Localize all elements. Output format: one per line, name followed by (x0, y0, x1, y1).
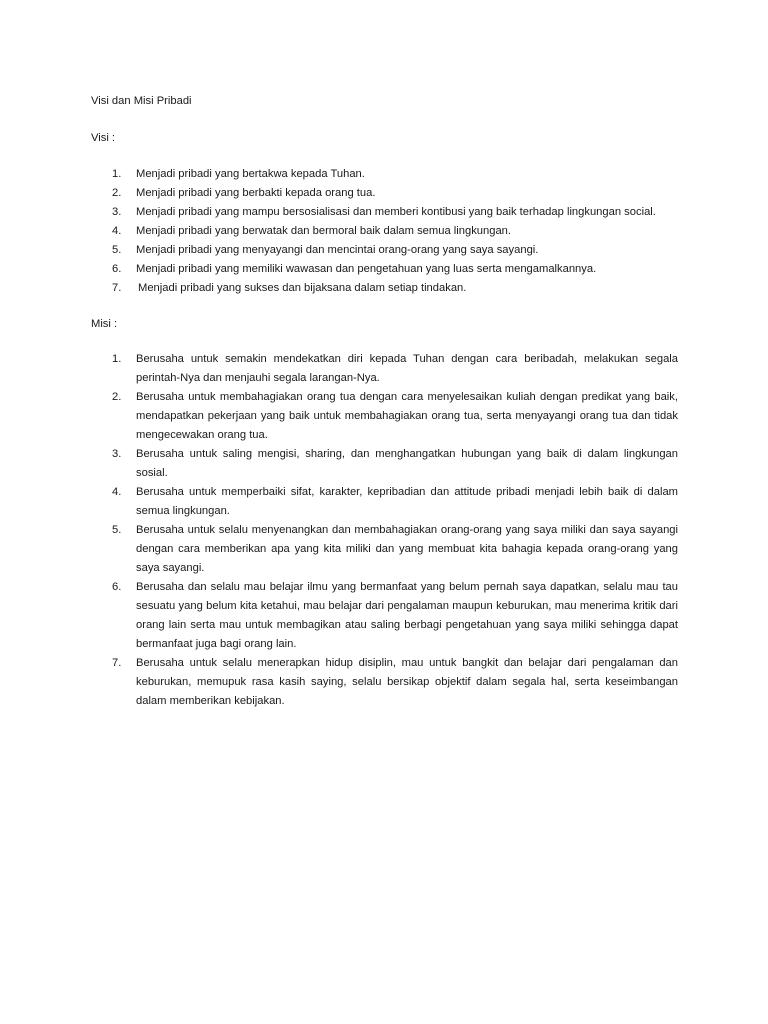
list-text: Berusaha untuk membahagiakan orang tua dengan cara menyelesaikan kuliah dengan predikat yang baik, mendapatkan pekerjaan yang baik untuk membahagiakan orang tua, serta menyayangi orang tua dan tidak mengecewakan orang tua. (136, 391, 678, 441)
list-text: Menjadi pribadi yang berbakti kepada orang tua. (136, 187, 376, 199)
misi-item-1 (0, 350, 768, 388)
list-number: 6. (112, 263, 122, 275)
list-number: 7. (112, 657, 122, 669)
visi-item-1 (0, 167, 700, 186)
list-text: Menjadi pribadi yang berwatak dan bermoral baik dalam semua lingkungan. (136, 225, 511, 237)
list-text: Menjadi pribadi yang menyayangi dan mencintai orang-orang yang saya sayangi. (136, 244, 539, 256)
visi-item-2 (0, 186, 700, 205)
document-title: Visi dan Misi Pribadi (91, 95, 192, 107)
visi-item-7 (0, 281, 700, 300)
list-number: 1. (112, 353, 122, 365)
list-number: 5. (112, 244, 122, 256)
list-number: 3. (112, 448, 122, 460)
list-number: 1. (112, 168, 122, 180)
misi-item-7 (0, 654, 768, 711)
list-text: Berusaha untuk semakin mendekatkan diri kepada Tuhan dengan cara beribadah, melakukan segala perintah-Nya dan menjauhi segala larangan-Nya. (136, 353, 678, 384)
list-text: Berusaha untuk memperbaiki sifat, karakter, kepribadian dan attitude pribadi menjadi lebih baik di dalam semua lingkungan. (136, 486, 678, 517)
list-text: Berusaha untuk saling mengisi, sharing, dan menghangatkan hubungan yang baik di dalam lingkungan sosial. (136, 448, 678, 479)
visi-item-3 (0, 205, 700, 224)
list-number: 6. (112, 581, 122, 593)
list-text: Berusaha untuk selalu menerapkan hidup disiplin, mau untuk bangkit dan belajar dari pengalaman dan keburukan, memupuk rasa kasih saying, selalu bersikap objektif dalam segala hal, serta keseimbangan dalam memberikan kebijakan. (136, 657, 678, 707)
misi-item-3 (0, 445, 768, 483)
list-text: Berusaha untuk selalu menyenangkan dan membahagiakan orang-orang yang saya miliki dan saya sayangi dengan cara memberikan apa yang kita miliki dan yang membuat kita bahagia kepada orang-orang yang saya sayangi. (136, 524, 678, 574)
misi-heading: Misi : (91, 318, 118, 330)
misi-item-2 (0, 388, 768, 445)
visi-item-4 (0, 224, 700, 243)
visi-item-6 (0, 262, 700, 281)
list-number: 7. (112, 282, 122, 294)
visi-item-5 (0, 243, 700, 262)
list-number: 2. (112, 391, 122, 403)
list-text: Menjadi pribadi yang memiliki wawasan dan pengetahuan yang luas serta mengamalkannya. (136, 263, 597, 275)
list-text: Menjadi pribadi yang mampu bersosialisasi dan memberi kontibusi yang baik terhadap lingkungan social. (136, 206, 656, 218)
misi-item-4 (0, 483, 768, 521)
visi-list (0, 167, 700, 300)
list-text: Menjadi pribadi yang bertakwa kepada Tuhan. (136, 168, 365, 180)
misi-item-6 (0, 578, 768, 654)
list-number: 4. (112, 225, 122, 237)
list-text: Berusaha dan selalu mau belajar ilmu yang bermanfaat yang belum pernah saya dapatkan, selalu mau tau sesuatu yang belum kita ketahui, mau belajar dari pengalaman maupun keburukan, mau menerima kritik dari orang lain serta mau untuk membagikan atau saling berbagi pengetahuan yang saya miliki sehingga dapat bermanfaat juga bagi orang lain. (136, 581, 678, 650)
misi-list (0, 350, 768, 711)
list-number: 5. (112, 524, 122, 536)
list-number: 3. (112, 206, 122, 218)
list-number: 2. (112, 187, 122, 199)
list-number: 4. (112, 486, 122, 498)
misi-item-5 (0, 521, 768, 578)
list-text: Menjadi pribadi yang sukses dan bijaksana dalam setiap tindakan. (138, 282, 467, 294)
visi-heading: Visi : (91, 132, 116, 144)
